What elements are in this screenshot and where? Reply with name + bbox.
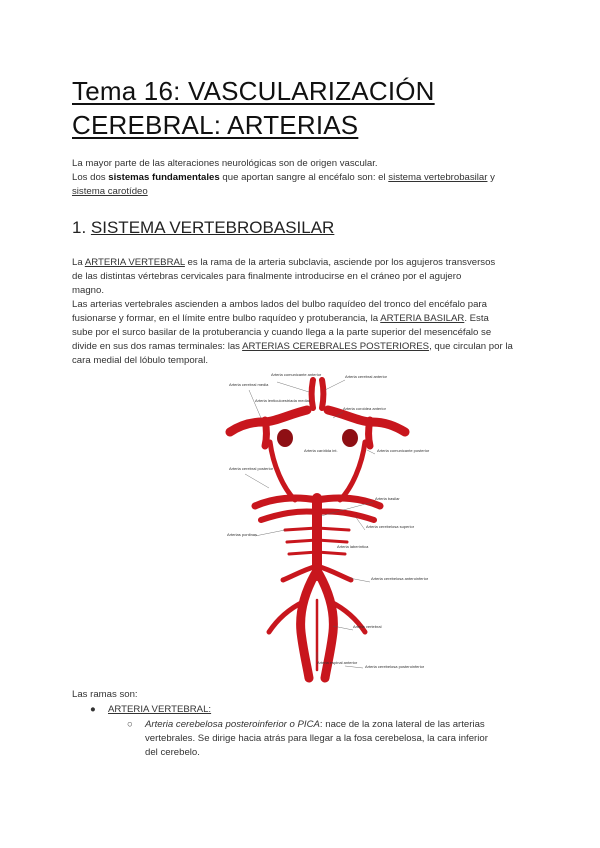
carotid-right [369, 420, 371, 446]
para-text: divide en sus dos ramas terminales: las [72, 341, 243, 352]
para-line: de las distintas vértebras cervicales para finalmente introducirse en el cráneo por el agujero [72, 271, 462, 282]
paragraph-vertebral [72, 256, 532, 298]
figure-labels [227, 372, 430, 669]
superior-cerebellar-left [261, 511, 317, 520]
term-arteria-vertebral-list: ARTERIA VERTEBRAL: [108, 704, 212, 715]
title-line-1: Tema 16: VASCULARIZACIÓN [72, 76, 435, 106]
intro-paragraph [72, 157, 532, 199]
label-labyrinthine: Arteria laberíntica [337, 544, 369, 549]
para-text: fusionarse y formar, en el límite entre bulbo raquídeo y protuberancia, la [72, 313, 381, 324]
label-basilar: Arteria basilar [375, 496, 400, 501]
sub-bullet-1-text [145, 718, 535, 760]
bold-term: sistemas fundamentales [108, 172, 220, 183]
bullet-dot-icon: ● [90, 704, 96, 715]
para-text: . Esta [464, 313, 489, 324]
para-text: es la rama de la arteria subclavia, asciende por los agujeros transversos [184, 257, 496, 268]
carotid-section-left [277, 429, 293, 447]
post-communicating-right [340, 442, 365, 500]
intro-line-1: La mayor parte de las alteraciones neurológicas son de origen vascular. [72, 158, 378, 169]
label-ant-cerebral: Arteria cerebral anterior [345, 374, 388, 379]
page-title [72, 74, 542, 142]
sub-text: : nace de la zona lateral de las arterias [319, 719, 485, 730]
label-ant-communicating: Arteria comunicante anterior [271, 372, 322, 377]
label-aica: Arteria cerebelosa anteroinferior [371, 576, 429, 581]
carotid-section-right [342, 429, 358, 447]
label-post-cerebral: Arteria cerebral posterior [229, 466, 274, 471]
para-line: sube por el surco basilar de la protuberancia y cuando llega a la parte superior del mesencéfalo se [72, 327, 492, 338]
label-pontine: Arterias pontinas [227, 532, 258, 537]
section-number: 1. [72, 218, 91, 237]
term-arterias-cerebrales-posteriores: ARTERIAS CEREBRALES POSTERIORES [242, 341, 430, 352]
anterior-cerebral-right [322, 380, 324, 408]
post-communicating-left [270, 442, 295, 500]
para-text: , que circulan por la [429, 341, 513, 352]
bullet-1 [90, 703, 96, 717]
para-line: Las arterias vertebrales ascienden a ambos lados del bulbo raquídeo del tronco del encéfalo para [72, 299, 487, 310]
label-pica: Arteria cerebelosa posteroinferior [365, 664, 425, 669]
posterior-cerebral-right [317, 498, 380, 506]
para-line: cara medial del lóbulo temporal. [72, 355, 208, 366]
anterior-cerebral-left [312, 380, 314, 408]
bullet-1-text [108, 703, 211, 717]
intro-text: y [487, 172, 495, 183]
sub-line: del cerebelo. [145, 747, 200, 758]
title-line-2: CEREBRAL: ARTERIAS [72, 110, 359, 140]
label-post-communicating: Arteria comunicante posterior [377, 448, 430, 453]
superior-cerebellar-right [317, 511, 374, 520]
carotid-left [265, 420, 267, 446]
branches-intro: Las ramas son: [72, 689, 138, 700]
section-heading-1 [72, 218, 334, 238]
label-vertebral: Arteria vertebral [353, 624, 382, 629]
intro-text: que aportan sangre al encéfalo son: el [219, 172, 389, 183]
term-arteria-basilar: ARTERIA BASILAR [380, 313, 465, 324]
vertebral-left [301, 574, 315, 678]
section-label: SISTEMA VERTEBROBASILAR [90, 218, 335, 237]
label-lenticulostriate: Arteria lenticuloestriada medial [255, 398, 310, 403]
label-int-carotid: Arteria carótida int. [304, 448, 338, 453]
link-sistema-vertebrobasilar: sistema vertebrobasilar [388, 172, 488, 183]
sub-bullet-circle-icon: ○ [127, 719, 133, 730]
arterial-diagram [225, 370, 430, 682]
paragraph-basilar [72, 298, 532, 368]
artery-vessels [230, 380, 405, 678]
sub-line: vertebrales. Se dirige hacia atrás para llegar a la fosa cerebelosa, la cara inferior [145, 733, 488, 744]
label-mid-cerebral: Arteria cerebral media [229, 382, 269, 387]
intro-text: Los dos [72, 172, 109, 183]
label-sup-cerebellar: Arteria cerebelosa superior [366, 524, 415, 529]
para-line: magno. [72, 285, 104, 296]
term-pica: Arteria cerebelosa posteroinferior o PICA [145, 719, 320, 730]
label-ant-choroidal: Arteria coroidea anterior [343, 406, 386, 411]
posterior-cerebral-left [255, 498, 317, 506]
term-arteria-vertebral: ARTERIA VERTEBRAL [84, 257, 185, 268]
label-ant-spinal: Arteria espinal anterior [317, 660, 358, 665]
link-sistema-carotideo: sistema carotídeo [72, 186, 148, 197]
para-text: La [72, 257, 85, 268]
